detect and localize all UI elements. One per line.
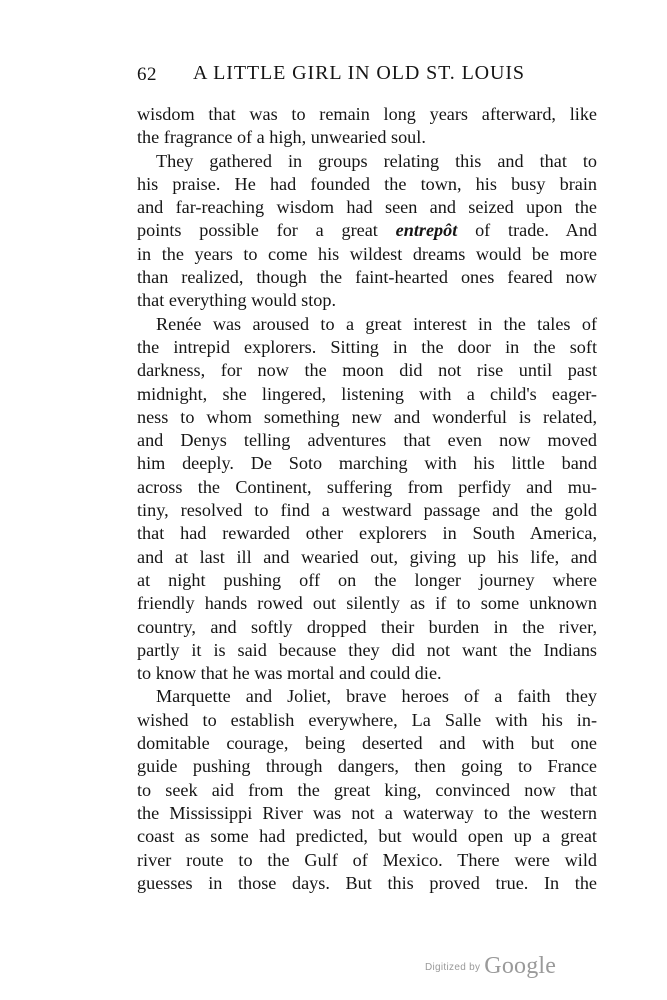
text-line: to seek aid from the great king, convinced now that xyxy=(137,779,597,800)
text-line: across the Continent, suffering from perfidy and mu- xyxy=(137,476,597,497)
google-logo-text: Google xyxy=(484,953,557,979)
paragraph-3 xyxy=(137,313,597,686)
text-segment: points possible for a great xyxy=(137,220,378,241)
paragraph-4 xyxy=(137,685,597,895)
text-line: that everything would stop. xyxy=(137,290,337,311)
text-line: friendly hands rowed out silently as if to some unknown xyxy=(137,593,597,614)
running-title: A LITTLE GIRL IN OLD ST. LOUIS xyxy=(193,62,525,84)
text-line: darkness, for now the moon did not rise until past xyxy=(137,360,597,381)
text-segment: of trade. And xyxy=(475,220,598,241)
paragraph-2 xyxy=(137,150,597,313)
text-line: the intrepid explorers. Sitting in the door in the soft xyxy=(137,336,597,357)
text-line-with-emphasis xyxy=(137,219,597,242)
text-line: guesses in those days. But this proved true. In the xyxy=(137,872,597,893)
paragraph-1 xyxy=(137,103,597,150)
text-line: in the years to come his wildest dreams would be more xyxy=(137,243,597,264)
text-line: tiny, resolved to find a westward passage and the gold xyxy=(137,500,597,521)
text-line: country, and softly dropped their burden in the river, xyxy=(137,616,597,637)
text-line: guide pushing through dangers, then going to France xyxy=(137,756,597,777)
text-line: than realized, though the faint-hearted ones feared now xyxy=(137,267,597,288)
text-line: Marquette and Joliet, brave heroes of a faith they xyxy=(156,686,597,707)
text-line: wished to establish everywhere, La Salle with his in- xyxy=(137,709,597,730)
text-line: and at last ill and wearied out, giving up his life, and xyxy=(137,546,597,567)
text-line: Renée was aroused to a great interest in the tales of xyxy=(156,313,597,334)
page-header xyxy=(137,62,597,90)
text-line: partly it is said because they did not want the Indians xyxy=(137,639,597,660)
emphasis-word: entrepôt xyxy=(395,220,458,241)
body-text xyxy=(137,103,597,895)
text-line: wisdom that was to remain long years afterward, like xyxy=(137,104,597,124)
text-line: and Denys telling adventures that even now moved xyxy=(137,430,597,451)
text-line: river route to the Gulf of Mexico. There were wild xyxy=(137,849,597,870)
text-line: him deeply. De Soto marching with his little band xyxy=(137,453,597,474)
page-number: 62 xyxy=(137,64,157,85)
text-line: midnight, she lingered, listening with a child's eager- xyxy=(137,383,597,404)
text-line: domitable courage, being deserted and with but one xyxy=(137,733,597,754)
text-line: ness to whom something new and wonderful is related, xyxy=(137,406,597,427)
text-line: his praise. He had founded the town, his busy brain xyxy=(137,173,597,194)
text-line: to know that he was mortal and could die. xyxy=(137,663,442,684)
digitized-by-google-watermark xyxy=(425,953,556,980)
text-line: and far-reaching wisdom had seen and seized upon the xyxy=(137,197,597,218)
text-line: at night pushing off on the longer journey where xyxy=(137,569,597,590)
text-line: coast as some had predicted, but would open up a great xyxy=(137,826,597,847)
text-line: They gathered in groups relating this and that to xyxy=(156,150,597,171)
text-line: the fragrance of a high, unwearied soul. xyxy=(137,127,426,148)
watermark-prefix: Digitized by xyxy=(425,962,481,973)
text-line: that had rewarded other explorers in South America, xyxy=(137,523,597,544)
text-line: the Mississippi River was not a waterway to the western xyxy=(137,802,597,823)
